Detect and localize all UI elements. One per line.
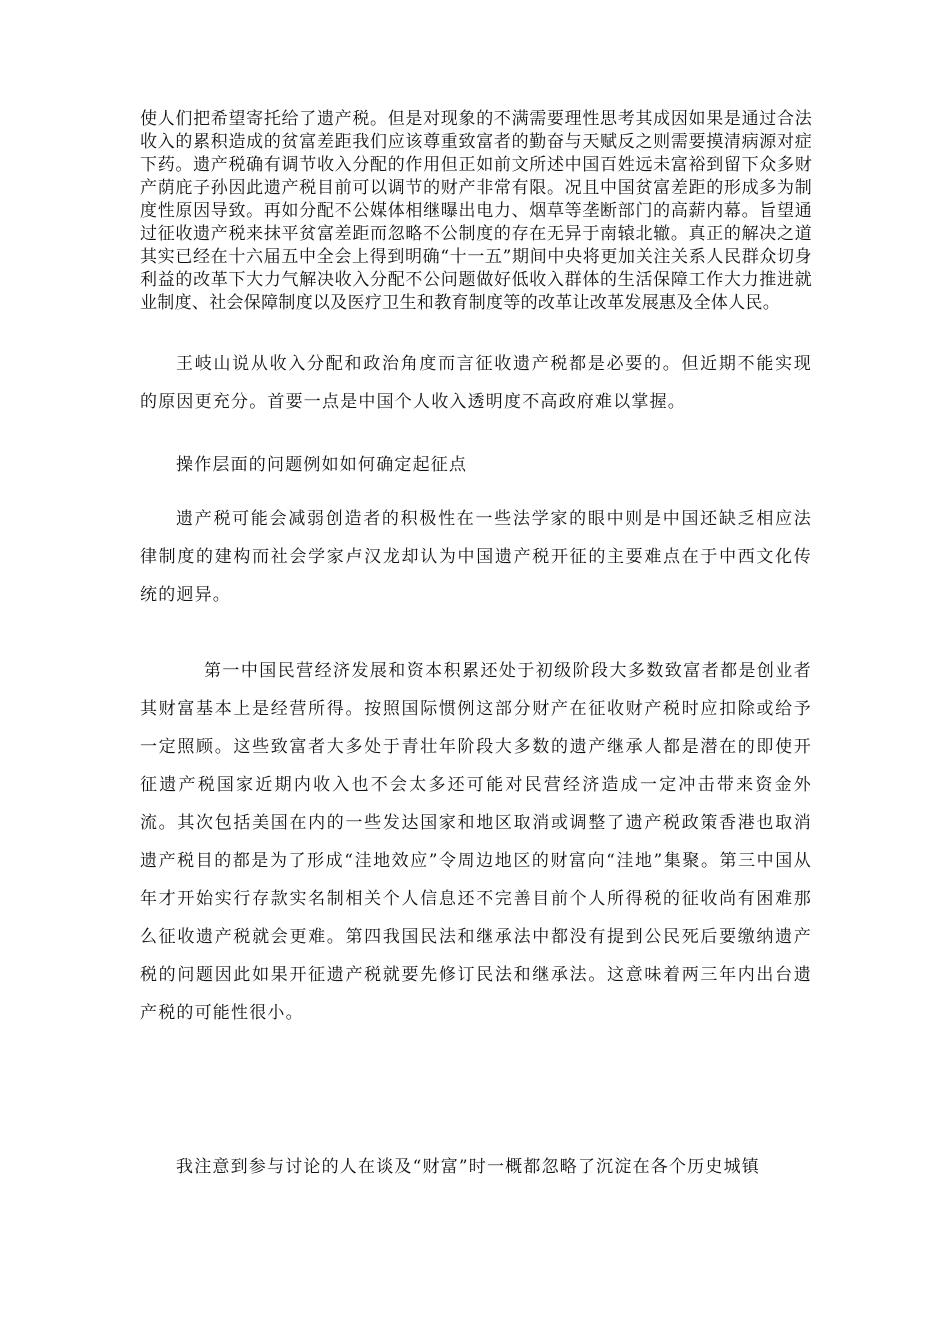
paragraph-inheritance-tax-creators: 遗产税可能会减弱创造者的积极性在一些法学家的眼中则是中国还缺乏相应法律制度的建构而社会学家卢汉龙却认为中国遗产税开征的主要难点在于中西文化传统的迥异。 xyxy=(140,509,812,605)
paragraph-wang-qishan: 王岐山说从收入分配和政治角度而言征收遗产税都是必要的。但近期不能实现的原因更充分。首要一点是中国个人收入透明度不高政府难以掌握。 xyxy=(140,354,812,412)
paragraph-four-reasons: 第一中国民营经济发展和资本积累还处于初级阶段大多数致富者都是创业者其财富基本上是经营所得。按照国际惯例这部分财产在征收财产税时应扣除或给予一定照顾。这些致富者大多处于青壮年阶段大多数的遗产继承人都是潜在的即使开征遗产税国家近期内收入也不会太多还可能对民营经济造成一定冲击带来资金外流。其次包括美国在内的一些发达国家和地区取消或调整了遗产税政策香港也取消遗产税目的都是为了形成“洼地效应”令周边地区的财富向“洼地”集聚。第三中国从年才开始实行存款实名制相关个人信息还不完善目前个人所得税的征收尚有困难那么征收遗产税就会更难。第四我国民法和继承法中都没有提到公民死后要缴纳遗产税的问题因此如果开征遗产税就要先修订民法和继承法。这意味着两三年内出台遗产税的可能性很小。 xyxy=(140,661,812,1023)
paragraph-wealth-discussion: 我注意到参与讨论的人在谈及“财富”时一概都忽略了沉淀在各个历史城镇 xyxy=(176,1157,760,1177)
paragraph-operation-level: 操作层面的问题例如如何确定起征点 xyxy=(176,455,468,475)
dense-paragraph: 使人们把希望寄托给了遗产税。但是对现象的不满需要理性思考其成因如果是通过合法收入的累积造成的贫富差距我们应该尊重致富者的勤奋与天赋反之则需要摸清病源对症下药。遗产税确有调节收入分配的作用但正如前文所述中国百姓远未富裕到留下众多财产荫庇子孙因此遗产税目前可以调节的财产非常有限。况且中国贫富差距的形成多为制度性原因导致。再如分配不公媒体相继曝出电力、烟草等垄断部门的高薪内幕。旨望通过征收遗产税来抹平贫富差距而忽略不公制度的存在无异于南辕北辙。真正的解决之道其实已经在十六届五中全会上得到明确“十一五”期间中央将更加关注关系人民群众切身利益的改革下大力气解决收入分配不公问题做好低收入群体的生活保障工作大力推进就业制度、社会保障制度以及医疗卫生和教育制度等的改革让改革发展惠及全体人民。 xyxy=(140,109,812,313)
